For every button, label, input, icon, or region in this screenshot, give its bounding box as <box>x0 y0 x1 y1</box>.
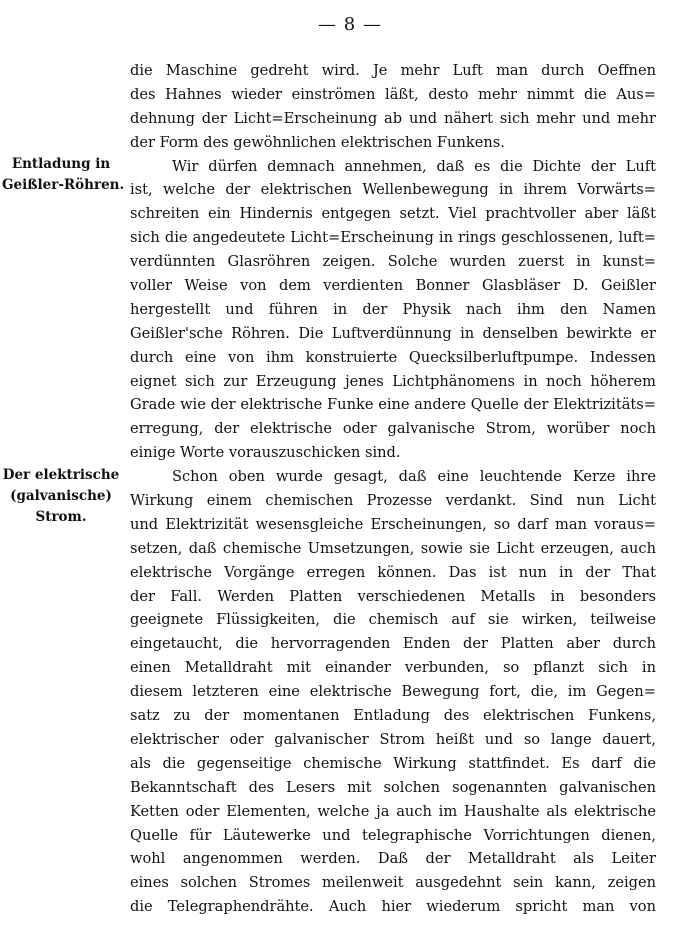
text-line: hergestellt und führen in der Physik nach ihm den Namen <box>130 300 656 318</box>
text-line: die Maschine gedreht wird. Je mehr Luft man durch Oeffnen <box>130 62 656 79</box>
text-line: der Form des gewöhnlichen elektrischen Funkens. <box>130 133 505 151</box>
text-line: diesem letzteren eine elektrische Bewegung fort, die, im Gegen= <box>130 683 656 701</box>
text-line: sich die angedeutete Licht=Erscheinung in rings geschlossenen, luft= <box>130 229 656 247</box>
text-line: als die gegenseitige chemische Wirkung stattfindet. Es darf die <box>130 754 656 772</box>
text-line: erregung, der elektrische oder galvanische Strom, worüber noch <box>130 420 656 438</box>
text-line: die Telegraphendrähte. Auch hier wiederum spricht man von <box>130 898 656 916</box>
text-line: Bekanntschaft des Lesers mit solchen sogenannten galvanischen <box>130 778 656 796</box>
text-line: ist, welche der elektrischen Wellenbewegung in ihrem Vorwärts= <box>130 181 656 199</box>
text-line: eignet sich zur Erzeugung jenes Lichtphänomens in noch höherem <box>130 372 656 390</box>
text-line: des Hahnes wieder einströmen läßt, desto mehr nimmt die Aus= <box>130 85 656 103</box>
text-line: dehnung der Licht=Erscheinung ab und nähert sich mehr und mehr <box>130 109 656 127</box>
sidenote-line: (galvanische) <box>10 488 112 504</box>
text-line: Grade wie der elektrische Funke eine andere Quelle der Elektrizitäts= <box>130 396 656 414</box>
text-line: elektrische Vorgänge erregen können. Das ist nun in der That <box>130 563 656 581</box>
text-line: Wirkung einem chemischen Prozesse verdankt. Sind nun Licht <box>130 492 656 510</box>
text-line: Quelle für Läutewerke und telegraphische Vorrichtungen dienen, <box>130 826 656 844</box>
text-line: Wir dürfen demnach annehmen, daß es die Dichte der Luft <box>172 157 656 175</box>
text-line: satz zu der momentanen Entladung des elektrischen Funkens, <box>130 707 656 725</box>
text-line: geeignete Flüssigkeiten, die chemisch auf sie wirken, teilweise <box>130 611 656 629</box>
text-line: Geißler'sche Röhren. Die Luftverdünnung in denselben bewirkte er <box>130 324 656 342</box>
page-number: — 8 — <box>318 14 382 35</box>
sidenote-line: Entladung in <box>11 156 111 172</box>
text-line: setzen, daß chemische Umsetzungen, sowie sie Licht erzeugen, auch <box>130 539 656 557</box>
text-line: und Elektrizität wesensgleiche Erscheinungen, so darf man voraus= <box>130 515 656 533</box>
text-line: wohl angenommen werden. Daß der Metalldraht als Leiter <box>130 850 656 868</box>
text-line: der Fall. Werden Platten verschiedenen Metalls in besonders <box>130 587 656 605</box>
sidenote-geissler-tubes <box>2 154 125 196</box>
text-line: verdünnten Glasröhren zeigen. Solche wurden zuerst in kunst= <box>130 253 656 271</box>
text-line: eingetaucht, die hervorragenden Enden der Platten aber durch <box>130 635 656 653</box>
text-line: einen Metalldraht mit einander verbunden, so pflanzt sich in <box>130 659 656 677</box>
text-line: durch eine von ihm konstruierte Quecksilberluftpumpe. Indessen <box>130 348 656 366</box>
text-line: einige Worte vorauszuschicken sind. <box>130 444 401 462</box>
sidenote-line: Geißler-Röhren. <box>2 177 125 193</box>
sidenote-galvanic-current <box>2 465 120 528</box>
body-text <box>130 59 656 919</box>
sidenote-line: Der elektrische <box>2 467 120 483</box>
text-line: voller Weise von dem verdienten Bonner Glasbläser D. Geißler <box>130 277 656 295</box>
text-line: eines solchen Stromes meilenweit ausgedehnt sein kann, zeigen <box>130 874 656 892</box>
sidenote-line: Strom. <box>35 509 87 525</box>
text-line: elektrischer oder galvanischer Strom heißt und so lange dauert, <box>130 730 656 748</box>
text-line: Schon oben wurde gesagt, daß eine leuchtende Kerze ihre <box>172 468 656 486</box>
text-line: schreiten ein Hindernis entgegen setzt. Viel prachtvoller aber läßt <box>130 205 656 223</box>
text-line: Ketten oder Elementen, welche ja auch im Haushalte als elektrische <box>130 802 656 820</box>
